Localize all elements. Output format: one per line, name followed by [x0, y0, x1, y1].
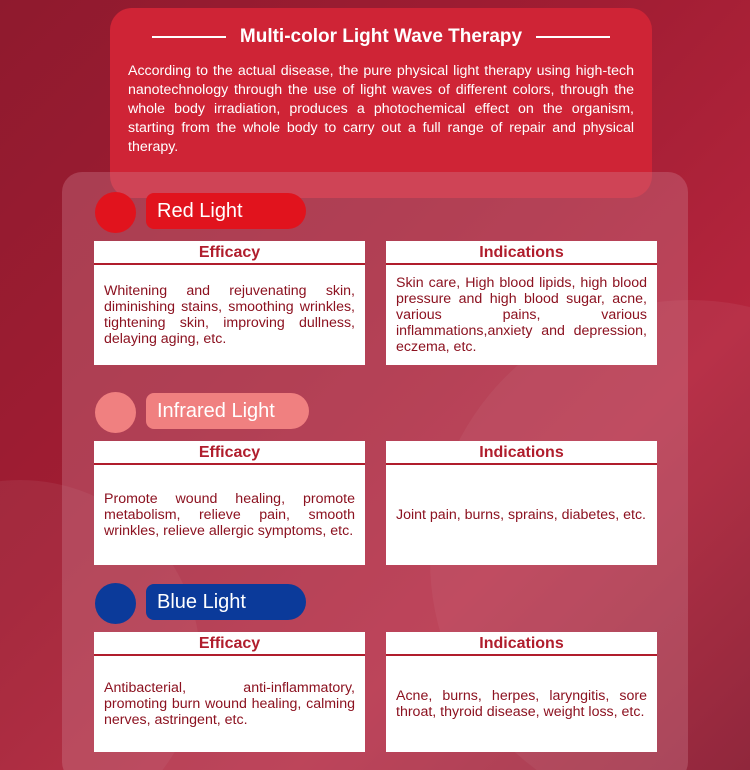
page-title: Multi-color Light Wave Therapy [239, 26, 523, 47]
blue-efficacy-text [94, 656, 365, 752]
header-description: According to the actual disease, the pure physical light therapy using high-tech nanotechnology through the use of light waves of different colors, through the whole body irradiation, produces a photochemical effect on the organism, starting from the whole body to carry out a full range of repair and physical therapy. [128, 63, 634, 155]
red-light-dot [95, 192, 136, 233]
infrared-efficacy-content: Promote wound healing, promote metabolism, relieve pain, smooth wrinkles, relieve allergic symptoms, etc. [104, 491, 355, 539]
blue-indications-text [386, 656, 657, 752]
blue-light-dot [95, 583, 136, 624]
infrared-indications-box [386, 441, 657, 565]
infrared-efficacy-header: Efficacy [94, 441, 365, 465]
infrared-efficacy-box [94, 441, 365, 565]
blue-efficacy-header: Efficacy [94, 632, 365, 656]
blue-indications-box [386, 632, 657, 752]
header-card [110, 8, 652, 198]
red-efficacy-header: Efficacy [94, 241, 365, 265]
infrared-light-label: Infrared Light [146, 393, 309, 429]
blue-efficacy-box [94, 632, 365, 752]
infrared-indications-text [386, 465, 657, 565]
header-title-row [126, 26, 636, 48]
red-indications-content: Skin care, High blood lipids, high blood pressure and high blood sugar, acne, various pains, various inflammations,anxiety and depression, eczema, etc. [396, 275, 647, 355]
red-light-label: Red Light [146, 193, 306, 229]
red-efficacy-content: Whitening and rejuvenating skin, diminishing stains, smoothing wrinkles, tightening skin, improving dullness, delaying aging, etc. [104, 283, 355, 347]
light-types-panel [62, 172, 688, 770]
blue-efficacy-content: Antibacterial, anti-inflammatory, promoting burn wound healing, calming nerves, astringent, etc. [104, 680, 355, 728]
red-efficacy-box [94, 241, 365, 365]
blue-indications-header: Indications [386, 632, 657, 656]
title-right-line [536, 36, 610, 38]
infrared-light-dot [95, 392, 136, 433]
infrared-indications-content: Joint pain, burns, sprains, diabetes, etc. [396, 507, 646, 523]
title-left-line [152, 36, 226, 38]
red-indications-text [386, 265, 657, 365]
blue-light-label: Blue Light [146, 584, 306, 620]
blue-indications-content: Acne, burns, herpes, laryngitis, sore throat, thyroid disease, weight loss, etc. [396, 688, 647, 720]
red-indications-header: Indications [386, 241, 657, 265]
red-efficacy-text [94, 265, 365, 365]
red-indications-box [386, 241, 657, 365]
infrared-indications-header: Indications [386, 441, 657, 465]
infrared-efficacy-text [94, 465, 365, 565]
